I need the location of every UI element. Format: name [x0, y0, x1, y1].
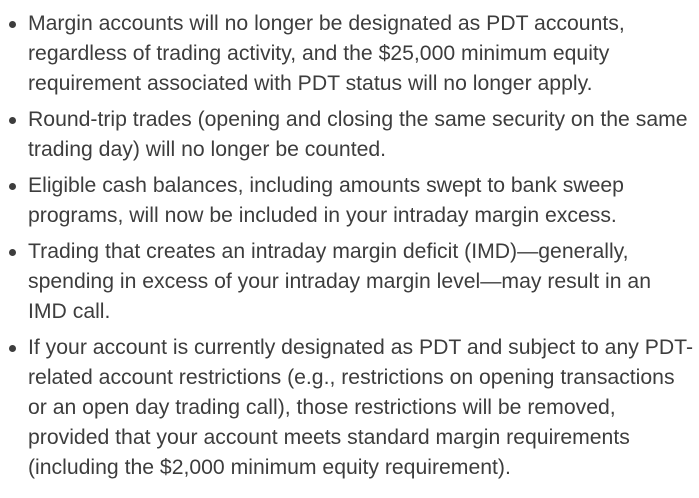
list-item-text: Trading that creates an intraday margin deficit (IMD)—generally, spending in excess of your intraday margin level—may result in an IMD call.	[28, 240, 651, 323]
list-item	[0, 333, 699, 483]
list-item-text: Margin accounts will no longer be designated as PDT accounts, regardless of trading activity, and the $25,000 minimum equity requirement associated with PDT status will no longer apply.	[28, 12, 625, 95]
list-item	[0, 9, 699, 99]
bullet-icon	[9, 183, 16, 190]
list-item-text: Round-trip trades (opening and closing the same security on the same trading day) will no longer be counted.	[28, 108, 688, 161]
list-item	[0, 237, 699, 327]
list-item	[0, 105, 699, 165]
list-item	[0, 171, 699, 231]
list-item-text: If your account is currently designated as PDT and subject to any PDT-related account restrictions (e.g., restrictions on opening transactions or an open day trading call), those restrictions will be removed, provided that your account meets standard margin requirements (including the $2,000 minimum equity requirement).	[28, 336, 693, 479]
bullet-icon	[9, 21, 16, 28]
list-item-text: Eligible cash balances, including amounts swept to bank sweep programs, will now be included in your intraday margin excess.	[28, 174, 624, 227]
bullet-icon	[9, 249, 16, 256]
bullet-icon	[9, 345, 16, 352]
bullet-icon	[9, 117, 16, 124]
